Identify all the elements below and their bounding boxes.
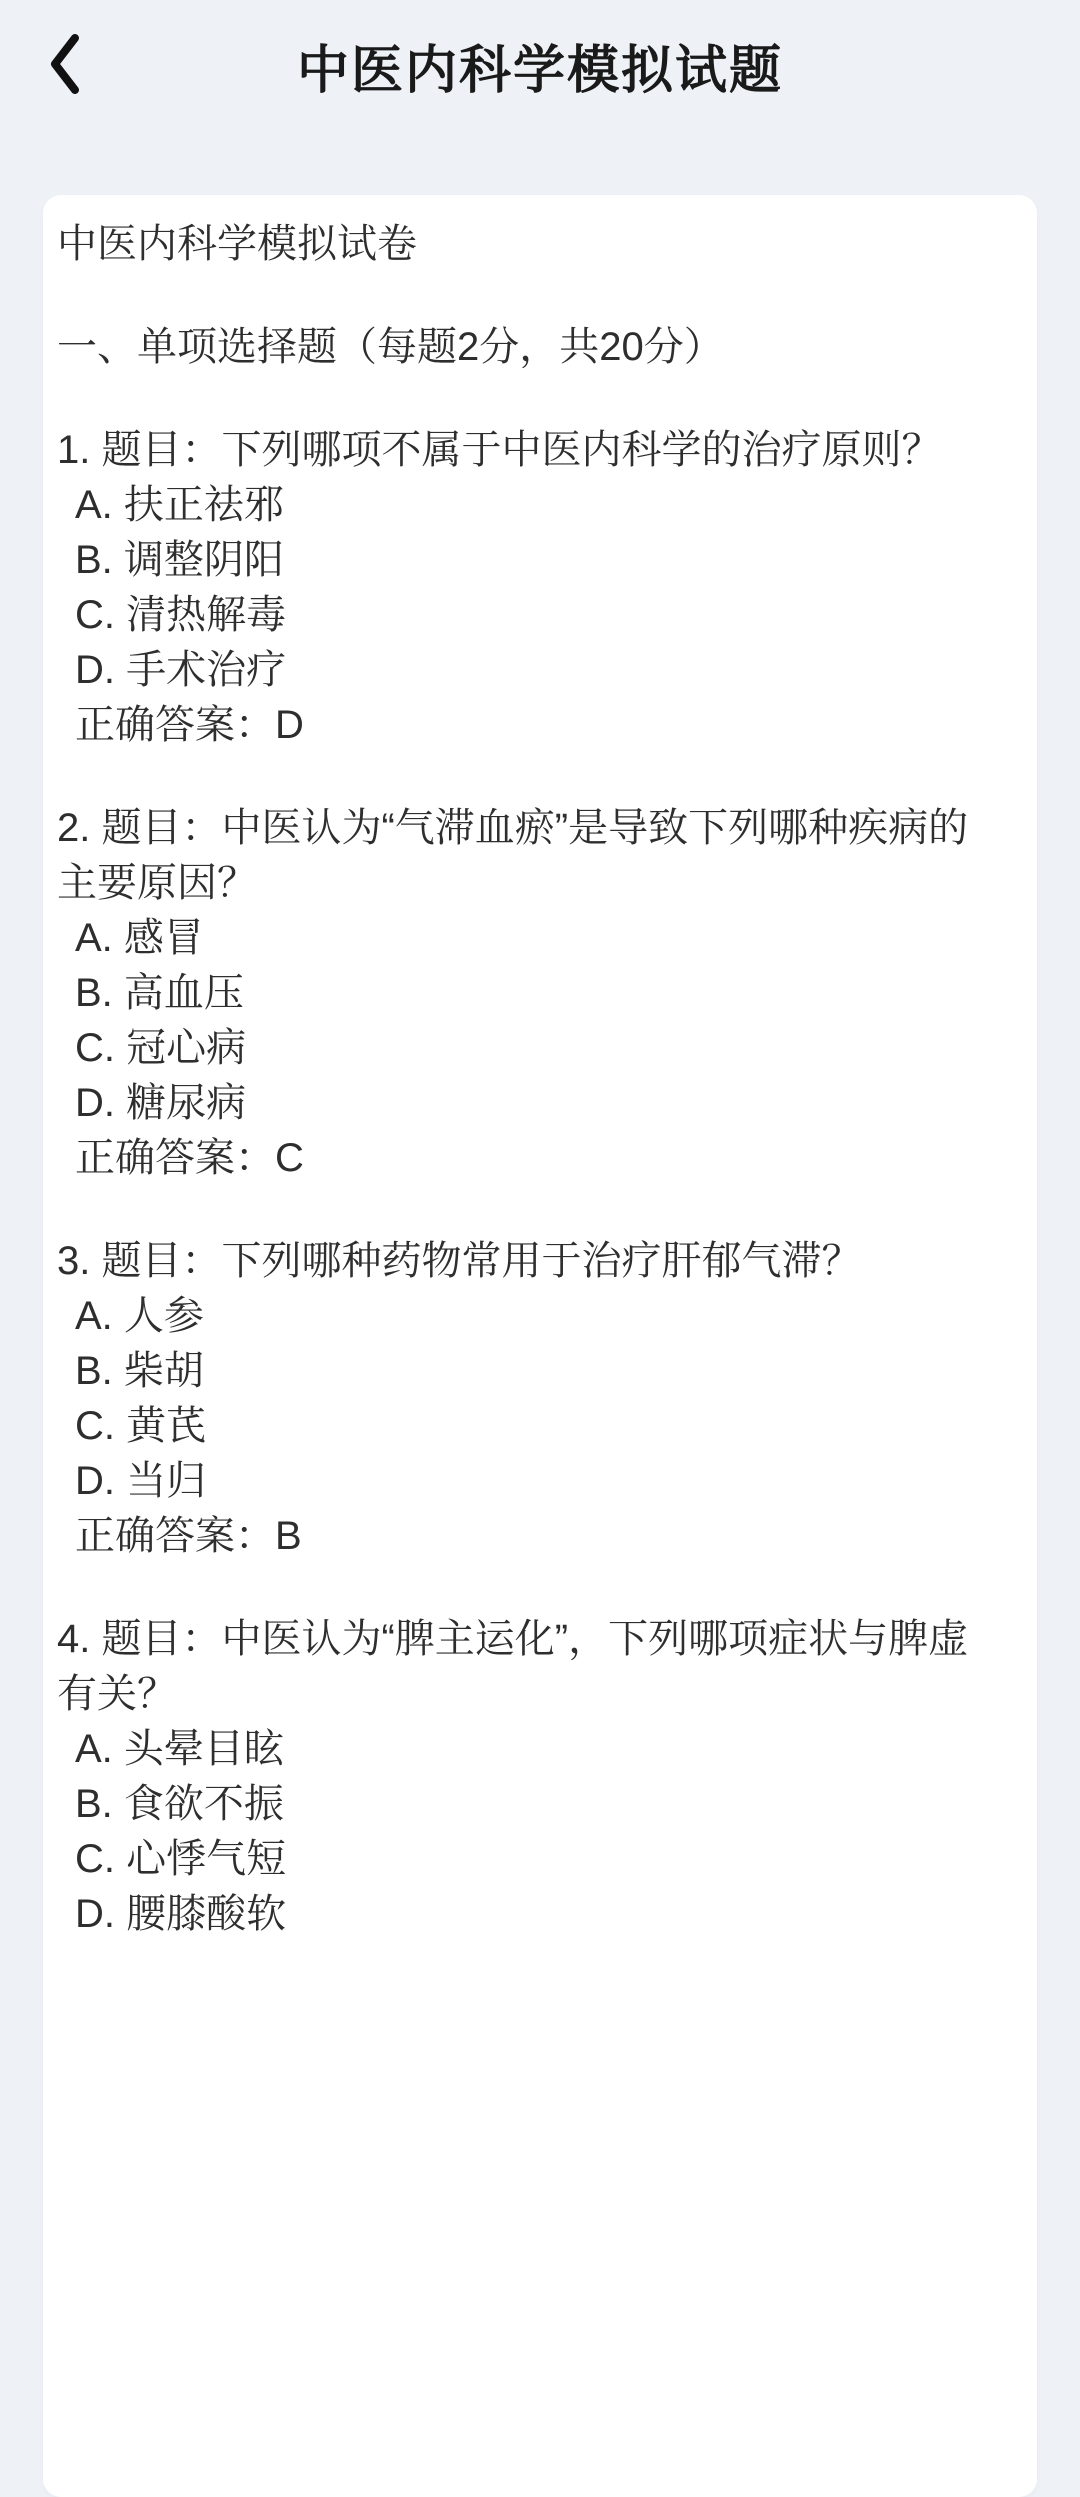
option-text: C. 清热解毒 xyxy=(75,593,287,637)
question-block xyxy=(57,423,1023,753)
option-text: A. 人参 xyxy=(75,1294,204,1338)
page-title: 中医内科学模拟试题 xyxy=(296,41,783,100)
question-text: 2. 题目：中医认为“气滞血瘀”是导致下列哪种疾病的 xyxy=(57,806,969,850)
question-text: 1. 题目：下列哪项不属于中医内科学的治疗原则？ xyxy=(57,428,942,472)
option-text: D. 手术治疗 xyxy=(75,648,287,692)
option-text: D. 腰膝酸软 xyxy=(75,1892,287,1936)
option-text: A. 扶正祛邪 xyxy=(75,483,284,527)
option-text: D. 当归 xyxy=(75,1459,207,1503)
chevron-left-icon xyxy=(47,32,81,99)
option-text: A. 头晕目眩 xyxy=(75,1727,284,1771)
option-text: D. 糖尿病 xyxy=(75,1081,247,1125)
question-text: 主要原因？ xyxy=(57,861,257,905)
option-text: B. 高血压 xyxy=(75,971,244,1015)
option-text: C. 心悸气短 xyxy=(75,1837,287,1881)
app-header xyxy=(0,0,1080,130)
option-text: B. 调整阴阳 xyxy=(75,538,284,582)
back-button[interactable] xyxy=(24,20,104,110)
question-block xyxy=(57,1234,1023,1564)
answer-text: 正确答案：B xyxy=(75,1514,302,1558)
option-text: C. 黄芪 xyxy=(75,1404,207,1448)
question-block xyxy=(57,801,1023,1186)
option-text: C. 冠心病 xyxy=(75,1026,247,1070)
option-text: A. 感冒 xyxy=(75,916,204,960)
paper-title: 中医内科学模拟试卷 xyxy=(57,222,417,266)
answer-text: 正确答案：D xyxy=(75,703,304,747)
question-list xyxy=(57,423,1023,1942)
section-heading: 一、单项选择题（每题2分，共20分） xyxy=(57,325,724,369)
question-text: 有关？ xyxy=(57,1672,177,1716)
exam-paper-card[interactable] xyxy=(43,195,1037,2497)
question-text: 4. 题目：中医认为“脾主运化”，下列哪项症状与脾虚 xyxy=(57,1617,969,1661)
option-text: B. 柴胡 xyxy=(75,1349,204,1393)
option-text: B. 食欲不振 xyxy=(75,1782,284,1826)
answer-text: 正确答案：C xyxy=(75,1136,304,1180)
question-block xyxy=(57,1612,1023,1942)
question-text: 3. 题目：下列哪种药物常用于治疗肝郁气滞？ xyxy=(57,1239,862,1283)
